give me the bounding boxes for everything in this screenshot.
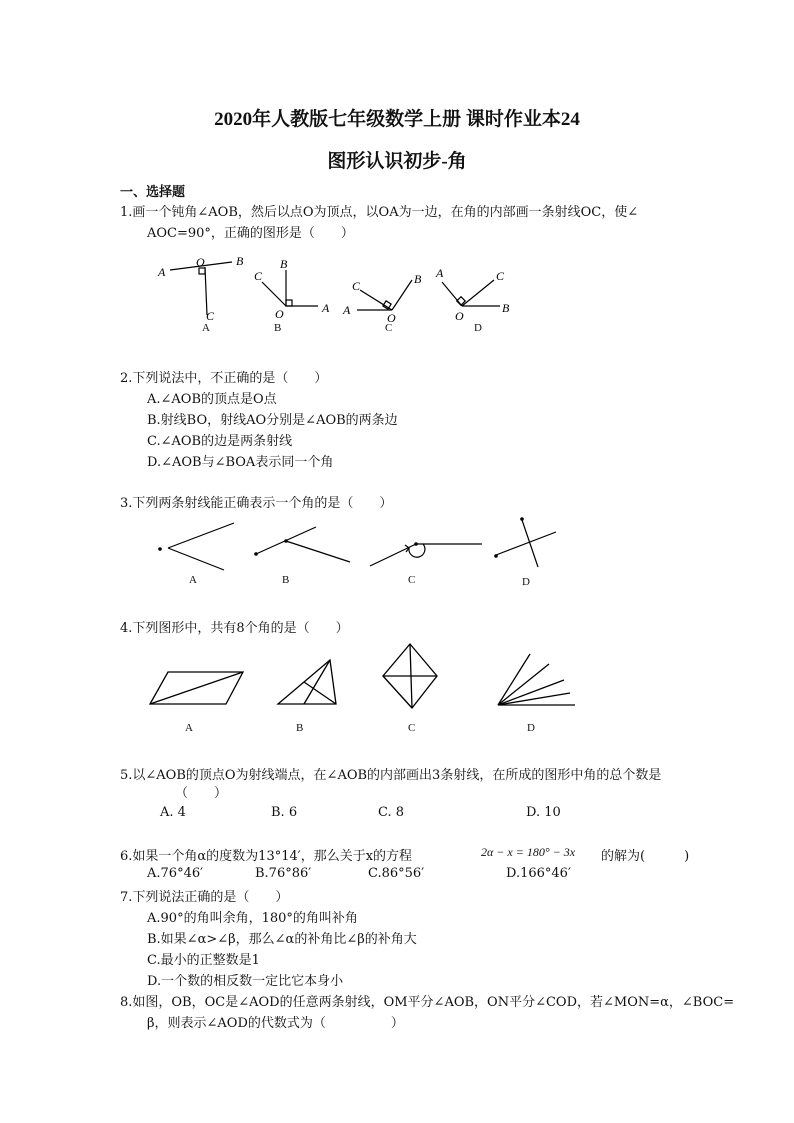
- q6-stem-a: 6.如果一个角α的度数为13°14′，那么关于x的方程: [120, 849, 413, 864]
- q1-label-b: B: [274, 322, 282, 334]
- q5-stem-line2: （ ）: [175, 786, 228, 801]
- q1-figure-a: [170, 262, 232, 315]
- q4-figure-b: [278, 660, 336, 704]
- q3-label-c: C: [408, 574, 416, 586]
- q3d-point-2: [520, 517, 524, 521]
- q6-stem-b: 的解为( ): [601, 849, 690, 864]
- q1-figure-b: [262, 270, 318, 306]
- q3-label-d: D: [522, 576, 530, 588]
- q4-label-d: D: [527, 722, 535, 734]
- q1d-label-C: C: [496, 269, 505, 283]
- q6-option-d: D.166°46′: [506, 866, 571, 881]
- q3-figure-d: [496, 520, 556, 567]
- q2-stem: 2.下列说法中，不正确的是（ ）: [120, 371, 328, 386]
- q1-figure-d: [442, 280, 500, 306]
- q1d-label-B: B: [502, 301, 510, 315]
- q1a-label-B: B: [236, 254, 244, 268]
- page-title: 2020年人教版七年级数学上册 课时作业本24: [214, 109, 580, 130]
- q7-option-d: D.一个数的相反数一定比它本身小: [147, 974, 344, 989]
- q1-label-d: D: [474, 322, 482, 334]
- q7-option-b: B.如果∠α>∠β，那么∠α的补角比∠β的补角大: [147, 932, 417, 947]
- q3c-point: [414, 542, 418, 546]
- q3-label-b: B: [282, 574, 290, 586]
- q1-label-c: C: [385, 322, 393, 334]
- q3d-point-1: [494, 554, 498, 558]
- q3-figure-a: [168, 523, 234, 570]
- q4-figure-a: [150, 672, 243, 704]
- q6-equation: 2α − x = 180° − 3x: [481, 845, 576, 859]
- q7-stem: 7.下列说法正确的是（ ）: [120, 890, 289, 905]
- q1c-label-A: A: [343, 303, 351, 317]
- q5-option-d: D. 10: [526, 805, 561, 820]
- q1c-label-B: B: [414, 272, 422, 286]
- q1b-label-C: C: [254, 269, 263, 283]
- q4-label-a: A: [185, 722, 193, 734]
- q2-option-a: A.∠AOB的顶点是O点: [147, 392, 277, 407]
- q2-option-b: B.射线BO，射线AO分别是∠AOB的两条边: [147, 413, 398, 428]
- q8-stem-line1: 8.如图，OB，OC是∠AOD的任意两条射线，OM平分∠AOB，ON平分∠COD，若∠MON=α，∠BOC=: [120, 995, 735, 1010]
- q2-option-c: C.∠AOB的边是两条射线: [147, 434, 293, 449]
- q4-label-b: B: [296, 722, 304, 734]
- q3a-point: [158, 547, 162, 551]
- q3b-point-2: [284, 539, 288, 543]
- q1a-label-O: O: [196, 255, 205, 269]
- q8-stem-line2: β，则表示∠AOD的代数式为（ ）: [147, 1016, 404, 1031]
- q6-option-c: C.86°56′: [368, 866, 425, 881]
- q4-stem: 4.下列图形中，共有8个角的是（ ）: [120, 621, 349, 636]
- q5-option-c: C. 8: [378, 805, 405, 820]
- q4-figure-d: [498, 654, 575, 705]
- q1a-label-A: A: [158, 265, 166, 279]
- q1c-label-O: O: [387, 311, 396, 325]
- q3-label-a: A: [189, 574, 197, 586]
- q6-option-a: A.76°46′: [147, 866, 204, 881]
- q1b-label-B: B: [280, 257, 288, 271]
- q5-option-a: A. 4: [160, 805, 186, 820]
- q1b-label-A: A: [322, 301, 330, 315]
- q3-figure-b: [256, 527, 350, 562]
- q5-option-b: B. 6: [271, 805, 298, 820]
- q6-option-b: B.76°86′: [255, 866, 312, 881]
- q7-option-c: C.最小的正整数是1: [147, 953, 260, 968]
- q7-option-a: A.90°的角叫余角，180°的角叫补角: [147, 911, 358, 926]
- q1d-label-A: A: [436, 266, 444, 280]
- q1-figure-c: [357, 280, 412, 310]
- q1-stem-line1: 1.画一个钝角∠AOB，然后以点O为顶点，以OA为一边，在角的内部画一条射线OC，使∠: [120, 205, 639, 220]
- q1b-label-O: O: [275, 307, 284, 321]
- q5-stem-line1: 5.以∠AOB的顶点O为射线端点，在∠AOB的内部画出3条射线，在所成的图形中角的总个数是: [120, 768, 662, 783]
- q1c-label-C: C: [352, 279, 361, 293]
- q3-figure-c: [370, 544, 482, 566]
- q3b-point-1: [254, 552, 258, 556]
- section-heading: 一、选择题: [120, 185, 186, 200]
- q1d-label-O: O: [455, 309, 464, 323]
- q4-label-c: C: [408, 722, 416, 734]
- q1a-label-C: C: [206, 309, 215, 323]
- page-subtitle: 图形认识初步-角: [327, 151, 467, 172]
- q4-figure-c: [383, 644, 437, 708]
- q2-option-d: D.∠AOB与∠BOA表示同一个角: [147, 455, 334, 470]
- q1-stem-line2: AOC=90°，正确的图形是（ ）: [147, 226, 354, 241]
- q3-stem: 3.下列两条射线能正确表示一个角的是（ ）: [120, 496, 393, 511]
- q1-label-a: A: [202, 322, 210, 334]
